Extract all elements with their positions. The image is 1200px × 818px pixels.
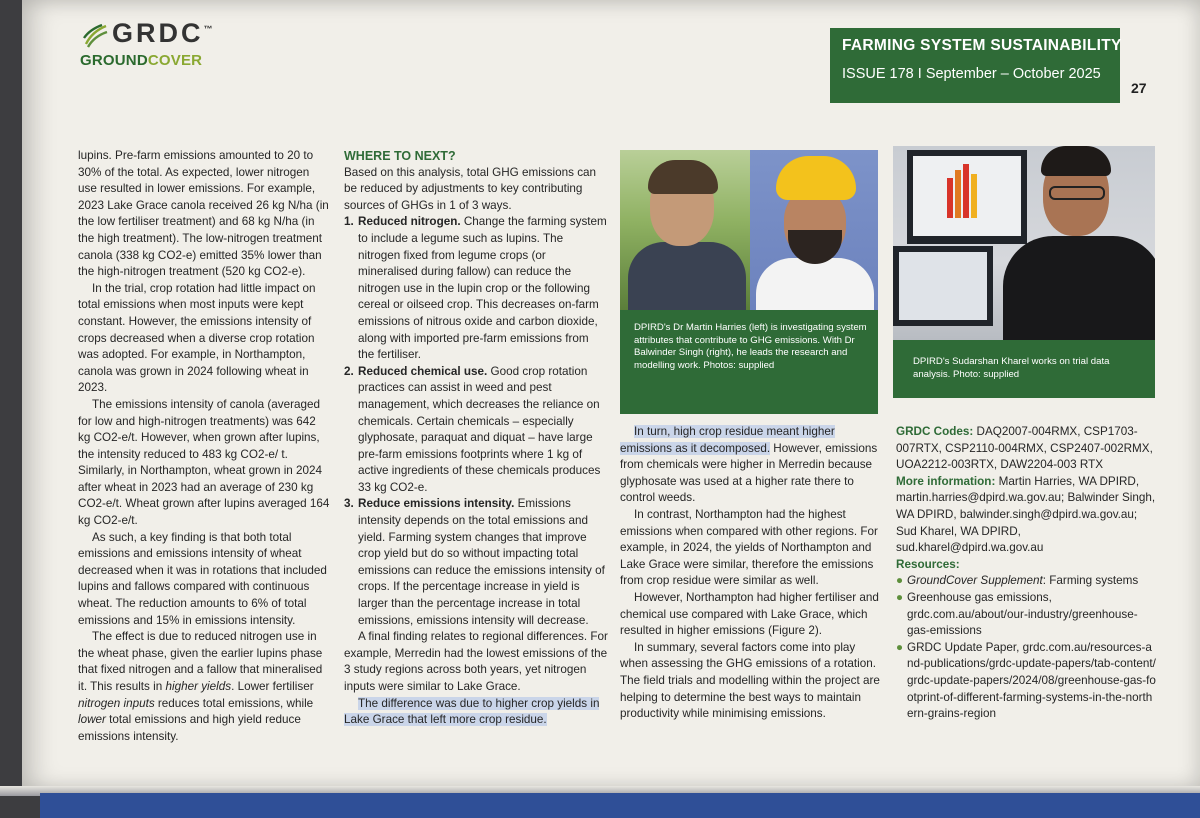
paragraph: lupins. Pre-farm emissions amounted to 20 to 30% of the total. As expected, lower nitrogen use resulted in lower emissions. For example, 2023 Lake Grace canola received 26 kg N/ha (in the low fertiliser treatment) and 68 kg N/ha (in the high treatment). The low-nitrogen treatment canola (338 kg CO2-e) emitted 35% lower than the high-nitrogen treatment (520 kg CO2-e). — [78, 149, 329, 279]
paragraph: As such, a key finding is that both total emissions and emissions intensity of wheat decreased when it was in rotations that included lupins and fallows compared with continuous wheat. The reduction amounts to 6% of total emissions and 15% in emissions intensity. — [78, 530, 327, 627]
column-3 — [620, 424, 880, 723]
paragraph: Based on this analysis, total GHG emissions can be reduced by adjustments to key contributing sources of GHGs in 1 of 3 ways. — [344, 165, 597, 212]
column-1 — [78, 148, 330, 745]
photo-researchers — [620, 150, 878, 310]
grdc-codes: GRDC Codes: DAQ2007-004RMX, CSP1703-007RTX, CSP2110-004RMX, CSP2407-002RMX, UOA2212-003RTX, DAW2204-003 RTX — [896, 425, 1153, 472]
wheat-logo-icon — [82, 22, 108, 48]
photo-caption: DPIRD's Sudarshan Kharel works on trial data analysis. Photo: supplied — [893, 340, 1155, 398]
paragraph: In the trial, crop rotation had little impact on total emissions when most inputs were kept constant. However, the emissions intensity of crops decreased when a diverse crop rotation was adopted. For example, in Northampton, canola was grown in 2024 following wheat in 2023. — [78, 281, 316, 395]
paragraph: In turn, high crop residue meant higher emissions as it decomposed. However, emissions from chemicals were higher in Merredin because glyphosate was used at a higher rate there to control weeds. — [620, 425, 878, 505]
photo-martin-harries — [620, 150, 750, 310]
paragraph: In contrast, Northampton had the highest emissions when compared with other regions. For example, in 2024, the yields of Northampton and Lake Grace were similar, therefore the emissions from crop residue were similar as well. — [620, 507, 878, 588]
paragraph: However, Northampton had higher fertiliser and chemical use compared with Lake Grace, which resulted in higher emissions (Figure 2). — [620, 590, 879, 638]
section-title: FARMING SYSTEM SUSTAINABILITY — [842, 37, 1122, 54]
column-4 — [896, 424, 1158, 723]
list-item: 2. Reduced chemical use. Good crop rotation practices can assist in weed and pest management, which decreases the reliance on chemicals. Certain chemicals – especially glyphosate, paraquat and diquat – have large pre-farm emissions footprints where 1 kg of active ingredients of these chemicals produces 33 kg CO2-e. — [344, 364, 601, 494]
bullet-icon: ● — [896, 590, 904, 604]
column-2 — [344, 148, 608, 729]
section-heading: WHERE TO NEXT? — [344, 149, 456, 163]
list-item: 3. Reduce emissions intensity. Emissions intensity depends on the total emissions and yield. Farming system changes that improve crop yield but do so without impacting total emissions can reduce the emissions intensity of crops. If the percentage increase in yield is larger than the percentage increase in total emissions, emissions intensity will decrease. — [344, 497, 605, 627]
resource-item: ● GRDC Update Paper, grdc.com.au/resources-and-publications/grdc-update-papers/tab-content/grdc-update-papers/2024/08/greenhouse-gas-footprint-of-different-farming-systems-in-the-northern-grains-region — [896, 640, 1158, 723]
section-header — [830, 28, 1120, 103]
resource-item: ● Greenhouse gas emissions, grdc.com.au/about/our-industry/greenhouse-gas-emissions — [896, 590, 1158, 640]
resource-item: ● GroundCover Supplement: Farming systems — [896, 573, 1158, 590]
paragraph: The effect is due to reduced nitrogen use in the wheat phase, given the earlier lupins phase that fixed nitrogen and a fallow that mineralised it. This results in higher yields. Lower fertiliser nitrogen inputs reduces total emissions, while lower total emissions and high yield reduce emissions intensity. — [78, 630, 323, 743]
more-information: More information: Martin Harries, WA DPIRD, martin.harries@dpird.wa.gov.au; Balwinder Singh, WA DPIRD, balwinder.singh@dpird.wa.gov.au; Sud Kharel, WA DPIRD, sud.kharel@dpird.wa.gov.au — [896, 474, 1156, 555]
photo-balwinder-singh — [750, 150, 878, 310]
paragraph — [344, 696, 608, 729]
bullet-icon: ● — [896, 640, 904, 654]
photo-caption: DPIRD's Dr Martin Harries (left) is investigating system attributes that contribute to GHG emissions. With Dr Balwinder Singh (right), he leads the research and modelling work. Photos: supplied — [620, 310, 878, 414]
list-item: 1. Reduced nitrogen. Change the farming system to include a legume such as lupins. The nitrogen fixed from legume crops (or mineralised during fallow) can reduce the nitrogen use in the lupin crop or the following cereal or oilseed crop. This decreases on-farm emissions of nitrous oxide and carbon dioxide, along with imported pre-farm emissions from the fertiliser. — [344, 215, 607, 362]
next-page-band — [40, 793, 1200, 818]
highlighted-text: In turn, high crop residue meant higher emissions as it decomposed. — [620, 425, 835, 455]
paragraph: A final finding relates to regional differences. For example, Merredin had the lowest emissions of the 3 study regions across both years, yet nitrogen inputs were similar to Lake Grace. — [344, 630, 608, 693]
grdc-logo — [60, 18, 240, 74]
resources-heading: Resources: — [896, 557, 960, 571]
photo-sudarshan-kharel — [893, 146, 1155, 340]
logo-wordmark: GRDC™ — [112, 18, 213, 48]
highlighted-text: The difference was due to higher crop yields in Lake Grace that left more crop residue. — [344, 696, 600, 727]
bullet-icon: ● — [896, 574, 904, 588]
logo-subtitle: GROUNDCOVER — [80, 52, 203, 69]
page-number: 27 — [1131, 80, 1147, 96]
paragraph: In summary, several factors come into play when assessing the GHG emissions of a rotation. The field trials and modelling within the project are helping to determine the best ways to maintain productivity while minimising emissions. — [620, 640, 880, 721]
paragraph: The emissions intensity of canola (averaged for low and high-nitrogen treatments) was 642 kg CO2-e/t. However, when grown after lupins, the intensity reduced to 483 kg CO2-e/ t. Similarly, in Northampton, wheat grown in 2024 after wheat in 2023 had an average of 230 kg CO2-e/t. Wheat grown after lupins averaged 164 kg CO2-e/t. — [78, 397, 330, 528]
issue-info: ISSUE 178 I September – October 2025 — [842, 66, 1101, 82]
